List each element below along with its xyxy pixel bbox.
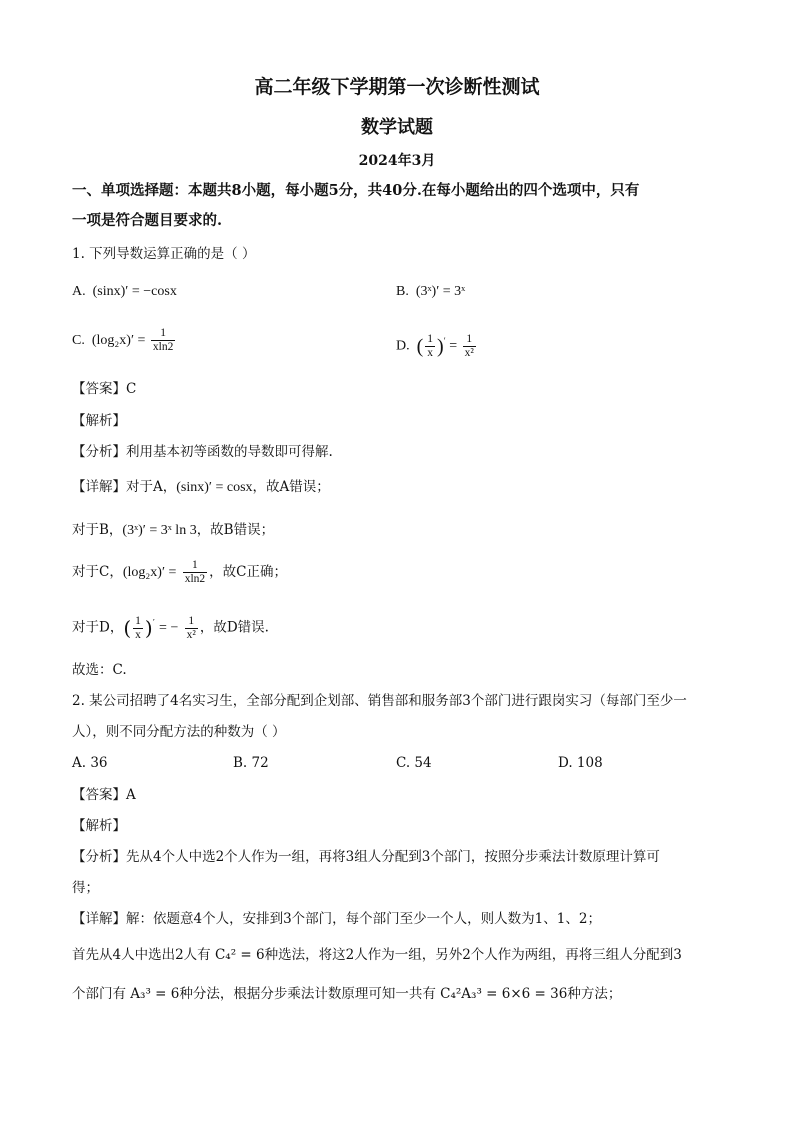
q1-option-b-expr: (3ˣ)′ = 3ˣ bbox=[415, 284, 466, 299]
q1-option-c-num: 1 bbox=[160, 327, 166, 340]
q2-detail-line2: 首先从4人中选出2人有 C₄² = 6种选法，将这2人作为一组，另外2个人作为两组，再将三组人分配到3 bbox=[72, 947, 682, 963]
q1-detail-c-pre: 对于C， bbox=[72, 564, 123, 580]
q2-option-d: D. 108 bbox=[558, 755, 603, 771]
q1-option-c-label: C. bbox=[72, 333, 85, 348]
q1-option-a-lhs: (sinx)′ bbox=[92, 284, 129, 299]
q1-option-a-rhs: = −cosx bbox=[131, 284, 177, 299]
q1-option-d: D. ( $\frac{1}{x}$ )′ = $\frac{1}{\text{x²}}$ bbox=[396, 332, 474, 359]
page-subtitle: 数学试题 bbox=[361, 117, 433, 138]
q1-option-a bbox=[72, 283, 177, 301]
q1-detail-d-rhs-num: 1 bbox=[188, 614, 195, 627]
q2-option-c: C. 54 bbox=[396, 755, 432, 771]
q1-analysis-tag: 【解析】 bbox=[72, 413, 126, 429]
q2-detail-line3: 个部门有 A₃³ = 6种分法，根据分步乘法计数原理可知一共有 C₄²A₃³ = 6×6 = 36种方法； bbox=[72, 986, 622, 1002]
q2-answer-tag: 【答案】 bbox=[72, 787, 126, 803]
q1-choose: 故选：C. bbox=[72, 662, 127, 678]
q1-detail-d: 对于D，( $\frac{1}{x}$ )′ = − $\frac{1}{\text{x²}}$ ，故D错误. bbox=[72, 614, 269, 641]
q1-option-b-label: B. bbox=[396, 284, 409, 299]
q1-detail-a-post: ，故A错误； bbox=[252, 479, 330, 495]
q2-detail-text: 解：依题意4个人，安排到3个部门，每个部门至少一个人，则人数为1、1、2； bbox=[126, 911, 601, 927]
q1-answer bbox=[72, 380, 136, 398]
q1-detail-c-post: ，故C正确； bbox=[209, 564, 287, 580]
q1-option-d-rhs-den: x² bbox=[464, 346, 474, 359]
q1-stem: 1. 下列导数运算正确的是（ ） bbox=[72, 246, 256, 262]
q2-answer-value: A bbox=[126, 787, 136, 803]
q1-fenxi-tag: 【分析】 bbox=[72, 444, 126, 460]
q2-stem-line1: 2. 某公司招聘了4名实习生，全部分配到企划部、销售部和服务部3个部门进行跟岗实习（每部门至少一 bbox=[72, 693, 687, 709]
section-heading-line1: 一、单项选择题：本题共8小题，每小题5分，共40分.在每小题给出的四个选项中，只有 bbox=[72, 182, 640, 199]
q1-detail-b-pre: 对于B， bbox=[72, 522, 123, 538]
q1-answer-value: C bbox=[126, 381, 137, 397]
q1-detail-d-post: ，故D错误. bbox=[199, 619, 269, 636]
exam-date: 2024年3月 bbox=[358, 153, 436, 169]
q2-option-a: A. 36 bbox=[72, 755, 108, 771]
q1-fenxi-text: 利用基本初等函数的导数即可得解. bbox=[126, 444, 333, 460]
q1-option-d-lhs-fraction bbox=[425, 333, 435, 360]
q2-fenxi-tag: 【分析】 bbox=[72, 849, 126, 865]
q2-detail-tag: 【详解】 bbox=[72, 911, 126, 927]
q1-detail-d-rhs-fraction bbox=[185, 615, 198, 642]
q2-fenxi-line2: 得； bbox=[72, 880, 99, 896]
q2-stem-line2: 人），则不同分配方法的种数为（ ） bbox=[72, 724, 286, 740]
q1-option-c bbox=[72, 325, 177, 357]
q2-analysis-tag: 【解析】 bbox=[72, 818, 126, 834]
q1-detail-d-den: x bbox=[135, 628, 141, 641]
section-heading-line2: 一项是符合题目要求的. bbox=[72, 212, 223, 229]
q1-detail-a bbox=[72, 478, 330, 497]
q2-option-b: B. 72 bbox=[233, 755, 269, 771]
q1-option-d-num: 1 bbox=[427, 332, 434, 345]
q2-answer bbox=[72, 786, 136, 804]
q1-detail-tag: 【详解】 bbox=[72, 479, 126, 495]
q2-fenxi-line1 bbox=[72, 848, 660, 866]
q2-detail-line1 bbox=[72, 910, 601, 928]
q1-detail-d-lhs-fraction bbox=[133, 615, 143, 642]
q1-detail-c-fraction bbox=[183, 559, 207, 586]
q1-fenxi bbox=[72, 443, 333, 461]
q1-detail-a-expr: (sinx)′ = cosx bbox=[176, 480, 253, 495]
q1-detail-d-num: 1 bbox=[135, 614, 141, 627]
q1-detail-c bbox=[72, 556, 287, 589]
q1-detail-d-pre: 对于D， bbox=[72, 619, 124, 636]
q1-detail-b bbox=[72, 521, 274, 540]
q1-option-c-den: xln2 bbox=[152, 341, 174, 354]
q1-detail-b-expr: (3ˣ)′ = 3ˣ ln 3 bbox=[122, 523, 197, 538]
q1-option-d-den: x bbox=[427, 346, 434, 359]
q1-option-b bbox=[396, 283, 465, 301]
q1-option-c-fraction bbox=[151, 327, 175, 354]
q1-option-d-label: D. bbox=[396, 338, 410, 354]
q1-option-c-lhs: (log₂x)′ = bbox=[91, 333, 146, 348]
q2-fenxi-text: 先从4个人中选2个人作为一组，再将3组人分配到3个部门，按照分步乘法计数原理计算可 bbox=[126, 849, 660, 865]
q1-detail-a-pre: 对于A， bbox=[126, 479, 177, 495]
q1-detail-d-rhs-den: x² bbox=[186, 628, 196, 641]
q1-answer-tag: 【答案】 bbox=[72, 381, 126, 397]
q1-detail-d-mid: = − bbox=[159, 620, 179, 636]
q1-detail-c-den: xln2 bbox=[184, 573, 206, 585]
q1-option-d-rhs-num: 1 bbox=[466, 332, 473, 345]
q1-detail-c-lhs: (log₂x)′ = bbox=[122, 565, 177, 580]
page-title: 高二年级下学期第一次诊断性测试 bbox=[254, 76, 540, 98]
q1-detail-c-num: 1 bbox=[192, 559, 198, 571]
q1-option-a-label: A. bbox=[72, 284, 86, 299]
q1-detail-b-post: ，故B错误； bbox=[196, 522, 275, 538]
q1-option-d-rhs-fraction bbox=[463, 333, 476, 360]
